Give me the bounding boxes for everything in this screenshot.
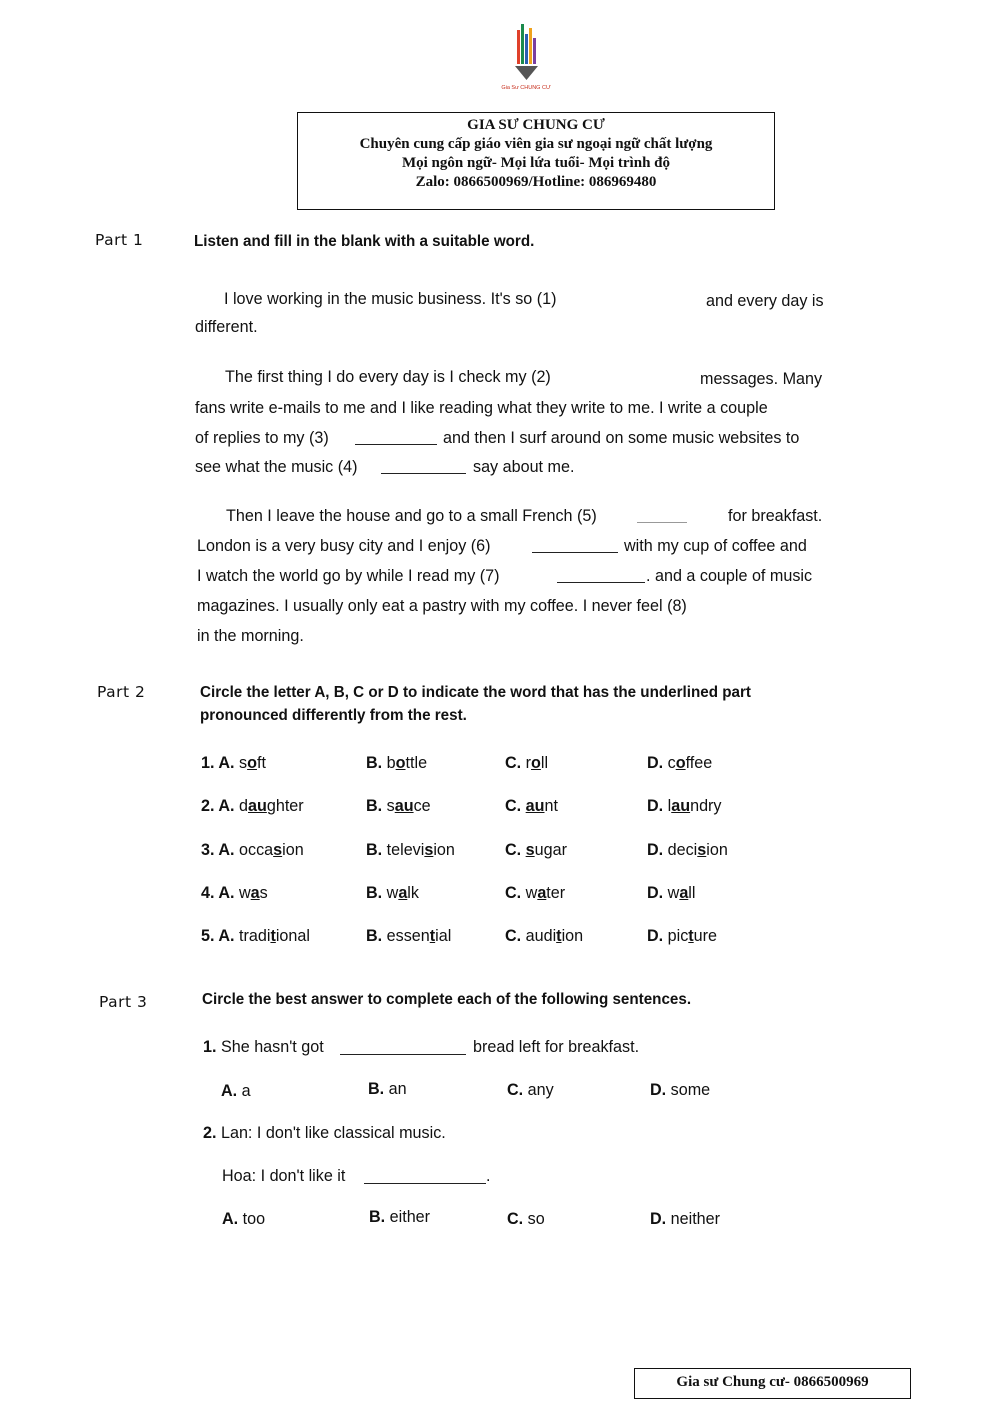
option-letter: D. — [647, 926, 664, 945]
underlined-part: o — [395, 753, 406, 772]
word-prefix: televi — [386, 840, 425, 859]
underlined-part: au — [248, 796, 267, 815]
underlined-part: t — [556, 926, 562, 945]
logo-bar-purple — [533, 38, 536, 64]
header-title: GIA SƯ CHUNG CƯ — [467, 117, 605, 133]
option-word — [526, 796, 558, 815]
option-word — [526, 926, 583, 945]
word-prefix: s — [239, 753, 248, 772]
p3-line5: in the morning. — [197, 626, 304, 645]
p2-line3-right: and then I surf around on some music websites to — [443, 428, 800, 447]
blank-6[interactable] — [532, 551, 618, 553]
word-suffix: ion — [706, 840, 728, 859]
p2-line1-left: The first thing I do every day is I check my (2) — [225, 367, 551, 386]
underlined-part: s — [697, 840, 707, 859]
p2-q4-option-b[interactable] — [366, 883, 419, 903]
option-letter: C. — [505, 840, 522, 859]
p3-line3-right: . and a couple of music — [646, 566, 813, 585]
logo-bar-red — [517, 30, 520, 64]
part3-instruction: Circle the best answer to complete each of the following sentences. — [202, 991, 692, 1008]
p3-q1-option-c[interactable] — [507, 1080, 554, 1100]
underlined-part: au — [671, 796, 691, 815]
p3-line1-left: Then I leave the house and go to a small French (5) — [226, 506, 597, 525]
p2-q5-option-b[interactable] — [366, 926, 451, 946]
p2-q4-option-c[interactable] — [505, 883, 565, 903]
option-word — [387, 753, 427, 772]
logo-bar-yellow — [529, 28, 532, 64]
p1-line2: different. — [195, 317, 258, 336]
p2-line4-left: see what the music (4) — [195, 457, 358, 476]
p2-q1-option-d[interactable] — [647, 753, 712, 773]
p3-q2-blank[interactable] — [364, 1182, 486, 1184]
option-word — [668, 840, 728, 859]
word-prefix: audi — [525, 926, 557, 945]
p3-q2-line2-left: Hoa: I don't like it — [222, 1166, 346, 1185]
option-letter: A. — [222, 1209, 239, 1228]
p3-q2-option-a[interactable] — [222, 1209, 265, 1229]
option-letter: C. — [507, 1209, 524, 1228]
p3-line1-right: for breakfast. — [728, 506, 823, 525]
word-suffix: ffee — [685, 753, 713, 772]
option-word — [668, 796, 722, 815]
blank-5[interactable] — [637, 521, 687, 523]
underlined-part: t — [688, 926, 694, 945]
option-word — [526, 753, 548, 772]
p3-q2-line1-text: Lan: I don't like classical music. — [220, 1123, 446, 1142]
word-suffix: ce — [413, 796, 431, 815]
word-prefix: s — [386, 796, 395, 815]
word-suffix: lk — [407, 883, 419, 902]
p2-q3-option-d[interactable] — [647, 840, 728, 860]
option-text: either — [389, 1207, 431, 1226]
word-suffix: ll — [540, 753, 549, 772]
option-letter: B. — [368, 1079, 385, 1098]
option-word — [668, 753, 713, 772]
p3-line2-right: with my cup of coffee and — [624, 536, 807, 555]
option-word — [239, 753, 266, 772]
word-prefix: l — [667, 796, 672, 815]
word-suffix: ft — [256, 753, 266, 772]
header-box — [297, 112, 775, 210]
option-letter: C. — [505, 926, 522, 945]
p3-q1-stem-left — [203, 1037, 324, 1057]
option-word — [387, 926, 452, 945]
underlined-part: o — [531, 753, 541, 772]
p3-line3-left: I watch the world go by while I read my (7) — [197, 566, 500, 585]
word-prefix: b — [386, 753, 396, 772]
option-letter: 1. A. — [201, 753, 235, 772]
p2-q1-option-c[interactable] — [505, 753, 548, 773]
word-suffix: nt — [544, 796, 558, 815]
p2-q1-option-a[interactable] — [201, 753, 266, 773]
word-prefix: tradi — [239, 926, 271, 945]
footer-box: Gia sư Chung cư- 0866500969 — [634, 1368, 911, 1399]
underlined-part: t — [429, 926, 436, 945]
option-text: an — [388, 1079, 407, 1098]
word-suffix: ghter — [266, 796, 304, 815]
underlined-part: a — [398, 883, 408, 902]
word-prefix: w — [386, 883, 399, 902]
word-suffix: ndry — [690, 796, 722, 815]
blank-4[interactable] — [381, 472, 466, 474]
p2-q3-option-c[interactable] — [505, 840, 567, 860]
word-prefix: w — [239, 883, 251, 902]
word-suffix: ional — [275, 926, 310, 945]
option-letter: C. — [505, 796, 522, 815]
underlined-part: au — [394, 796, 414, 815]
part2-instruction-line1: Circle the letter A, B, C or D to indicate the word that has the underlined part — [200, 684, 751, 701]
option-text: too — [242, 1209, 266, 1228]
logo-bar-blue — [525, 34, 528, 64]
header-line-services: Chuyên cung cấp giáo viên gia sư ngoại ngữ chất lượng — [359, 136, 713, 152]
p3-q2-line2-right: . — [486, 1166, 491, 1185]
option-letter: A. — [221, 1081, 238, 1100]
option-letter: 3. A. — [201, 840, 235, 859]
option-word — [239, 796, 304, 815]
option-letter: B. — [366, 883, 383, 902]
word-prefix: essen — [386, 926, 430, 945]
p2-q5-option-d[interactable] — [647, 926, 717, 946]
option-text: any — [527, 1080, 554, 1099]
p2-q2-option-a[interactable] — [201, 796, 304, 816]
option-letter: D. — [647, 883, 664, 902]
blank-7[interactable] — [557, 581, 645, 583]
word-prefix: w — [667, 883, 680, 902]
option-letter: D. — [647, 840, 664, 859]
word-suffix: ll — [688, 883, 696, 902]
p3-line4: magazines. I usually only eat a pastry with my coffee. I never feel (8) — [197, 596, 687, 615]
option-letter: 5. A. — [201, 926, 235, 945]
word-prefix: pic — [667, 926, 689, 945]
option-text: a — [241, 1081, 251, 1100]
option-word — [387, 883, 419, 902]
word-prefix: c — [667, 753, 676, 772]
p2-line3-left: of replies to my (3) — [195, 428, 329, 447]
p2-line2: fans write e-mails to me and I like reading what they write to me. I write a couple — [195, 398, 768, 417]
logo — [500, 20, 560, 92]
option-letter: D. — [647, 796, 664, 815]
word-suffix: ion — [561, 926, 584, 945]
option-letter: C. — [507, 1080, 524, 1099]
logo-bar-green — [521, 24, 524, 64]
option-letter: B. — [369, 1207, 386, 1226]
p3-q2-option-b[interactable] — [369, 1207, 430, 1227]
p1-line1-left: I love working in the music business. It's so (1) — [224, 289, 557, 308]
word-suffix: ter — [546, 883, 566, 902]
p2-q2-option-d[interactable] — [647, 796, 722, 816]
p3-q1-blank[interactable] — [340, 1053, 466, 1055]
logo-caption: Gia Sư CHUNG CƯ — [501, 85, 551, 91]
option-letter: C. — [505, 883, 522, 902]
option-word — [239, 840, 304, 859]
word-prefix: occa — [239, 840, 274, 859]
option-word — [387, 796, 431, 815]
p2-q4-option-d[interactable] — [647, 883, 695, 903]
underlined-part: t — [270, 926, 276, 945]
word-suffix: ure — [693, 926, 718, 945]
underlined-part: s — [424, 840, 434, 859]
option-word — [239, 883, 268, 902]
p3-q2-option-c[interactable] — [507, 1209, 545, 1229]
p3-q1-option-b[interactable] — [368, 1079, 407, 1099]
underlined-part: s — [273, 840, 283, 859]
p2-line1-right: messages. Many — [700, 369, 823, 388]
p3-q1-option-a[interactable] — [221, 1081, 251, 1101]
logo-pencil-tip — [515, 66, 538, 80]
p2-q4-option-a[interactable] — [201, 883, 268, 903]
option-letter: 4. A. — [201, 883, 235, 902]
p2-line4-right: say about me. — [473, 457, 575, 476]
option-letter: D. — [650, 1080, 667, 1099]
p3-line2-left: London is a very busy city and I enjoy (6) — [197, 536, 491, 555]
word-prefix: deci — [667, 840, 698, 859]
p3-q2-number: 2. — [203, 1123, 217, 1142]
p2-q1-option-b[interactable] — [366, 753, 427, 773]
part3-label: Part 3 — [99, 993, 148, 1011]
word-prefix: w — [525, 883, 538, 902]
p3-q1-text-left: She hasn't got — [220, 1037, 324, 1056]
underlined-part: o — [247, 753, 257, 772]
header-line-contact: Zalo: 0866500969/Hotline: 086969480 — [415, 174, 657, 190]
p2-q5-option-a[interactable] — [201, 926, 310, 946]
word-suffix: s — [259, 883, 268, 902]
option-letter: B. — [366, 840, 383, 859]
word-prefix: r — [525, 753, 532, 772]
p2-q3-option-b[interactable] — [366, 840, 455, 860]
part1-instruction: Listen and fill in the blank with a suitable word. — [194, 233, 535, 250]
word-suffix: ttle — [405, 753, 428, 772]
p3-q1-option-d[interactable] — [650, 1080, 710, 1100]
part2-label: Part 2 — [97, 683, 146, 701]
option-text: neither — [670, 1209, 721, 1228]
option-word — [239, 926, 310, 945]
option-word — [668, 926, 717, 945]
option-text: some — [670, 1080, 711, 1099]
p2-q2-option-b[interactable] — [366, 796, 431, 816]
option-letter: D. — [647, 753, 664, 772]
word-suffix: ion — [433, 840, 455, 859]
option-letter: C. — [505, 753, 522, 772]
underlined-part: s — [525, 840, 535, 859]
part2-instruction-line2: pronounced differently from the rest. — [200, 707, 467, 724]
p2-q5-option-c[interactable] — [505, 926, 583, 946]
underlined-part: a — [537, 883, 547, 902]
option-letter: 2. A. — [201, 796, 235, 815]
underlined-part: au — [525, 796, 545, 815]
p3-q2-option-d[interactable] — [650, 1209, 720, 1229]
option-text: so — [527, 1209, 545, 1228]
p2-q3-option-a[interactable] — [201, 840, 304, 860]
option-letter: D. — [650, 1209, 667, 1228]
blank-3[interactable] — [355, 443, 437, 445]
option-word — [526, 840, 567, 859]
underlined-part: a — [679, 883, 689, 902]
underlined-part: a — [250, 883, 260, 902]
p2-q2-option-c[interactable] — [505, 796, 558, 816]
part1-label: Part 1 — [95, 231, 144, 249]
p3-q1-text-right: bread left for breakfast. — [473, 1037, 640, 1056]
option-letter: B. — [366, 926, 383, 945]
word-prefix: d — [239, 796, 249, 815]
option-word — [526, 883, 566, 902]
word-suffix: ion — [282, 840, 304, 859]
header-line-scope: Mọi ngôn ngữ- Mọi lứa tuổi- Mọi trình độ — [401, 155, 670, 171]
underlined-part: o — [675, 753, 686, 772]
option-letter: B. — [366, 796, 383, 815]
option-word — [668, 883, 696, 902]
p3-q1-number: 1. — [203, 1037, 217, 1056]
option-word — [387, 840, 455, 859]
word-suffix: ial — [435, 926, 452, 945]
p1-line1-right: and every day is — [706, 291, 824, 310]
option-letter: B. — [366, 753, 383, 772]
p3-q2-line1 — [203, 1123, 446, 1143]
word-suffix: ugar — [534, 840, 567, 859]
